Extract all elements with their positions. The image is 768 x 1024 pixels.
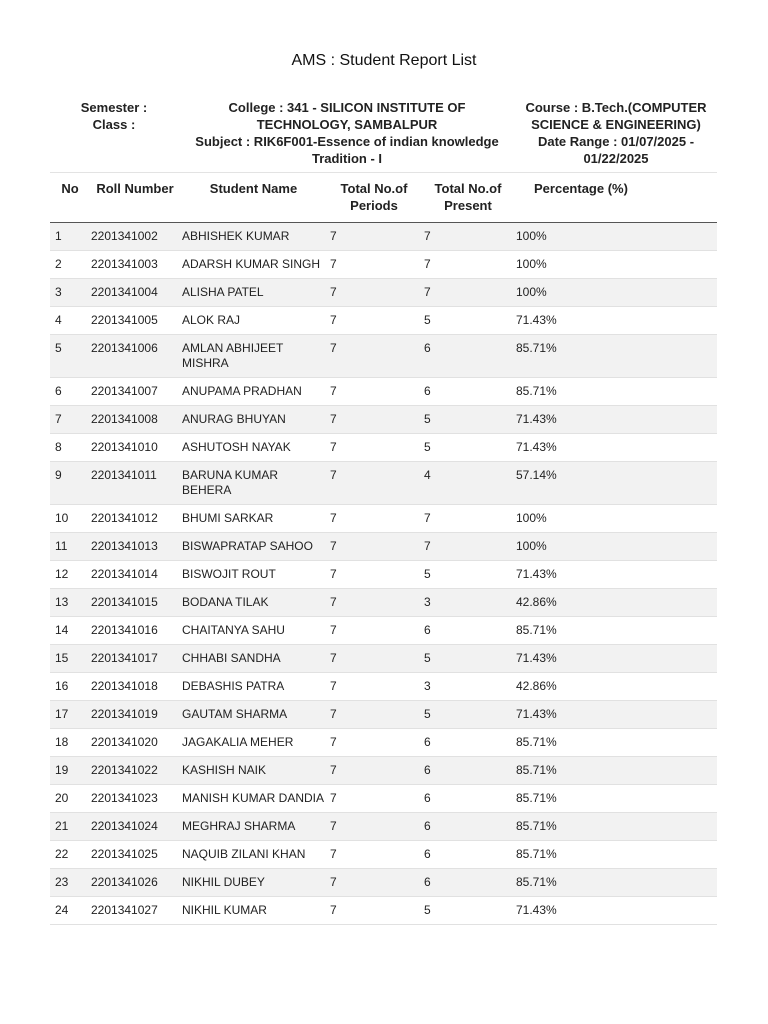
cell-student-name: MANISH KUMAR DANDIA [180,785,327,813]
table-row [50,757,717,785]
cell-percentage: 71.43% [515,897,717,925]
cell-percentage: 71.43% [515,561,717,589]
cell-student-name: GAUTAM SHARMA [180,701,327,729]
cell-percentage: 85.71% [515,335,717,378]
table-row [50,307,717,335]
cell-total-present: 6 [421,729,515,757]
table-row [50,869,717,897]
header-percentage [515,173,717,223]
cell-no: 17 [50,701,90,729]
semester-class-block [60,99,168,133]
cell-percentage: 85.71% [515,785,717,813]
cell-student-name: JAGAKALIA MEHER [180,729,327,757]
cell-no: 2 [50,251,90,279]
table-row [50,617,717,645]
college-subject-block [188,99,506,167]
cell-no: 9 [50,462,90,505]
cell-student-name: BISWAPRATAP SAHOO [180,533,327,561]
subject-line-2: Tradition - I [311,151,383,166]
cell-total-present: 6 [421,335,515,378]
cell-no: 11 [50,533,90,561]
cell-roll-number: 2201341013 [90,533,180,561]
cell-no: 22 [50,841,90,869]
cell-total-periods: 7 [327,335,421,378]
table-row [50,505,717,533]
page-title: AMS : Student Report List [291,52,477,69]
cell-percentage: 85.71% [515,617,717,645]
cell-percentage: 57.14% [515,462,717,505]
header-total-present-line-1: Total No.of [434,181,502,196]
cell-roll-number: 2201341012 [90,505,180,533]
cell-percentage: 85.71% [515,757,717,785]
cell-total-present: 5 [421,406,515,434]
cell-student-name: CHAITANYA SAHU [180,617,327,645]
cell-total-present: 6 [421,869,515,897]
table-row [50,561,717,589]
cell-total-present: 5 [421,307,515,335]
table-row [50,589,717,617]
table-row [50,335,717,378]
college-line-2: TECHNOLOGY, SAMBALPUR [256,117,438,132]
cell-roll-number: 2201341006 [90,335,180,378]
cell-total-periods: 7 [327,561,421,589]
cell-total-present: 5 [421,434,515,462]
header-row [50,173,717,223]
table-row [50,673,717,701]
cell-student-name: NIKHIL DUBEY [180,869,327,897]
cell-total-periods: 7 [327,841,421,869]
cell-total-periods: 7 [327,279,421,307]
header-total-present-line-2: Present [444,198,492,213]
cell-total-present: 7 [421,223,515,251]
cell-no: 5 [50,335,90,378]
cell-no: 16 [50,673,90,701]
cell-no: 7 [50,406,90,434]
cell-percentage: 85.71% [515,378,717,406]
header-roll-number-label: Roll Number [96,181,174,196]
cell-student-name: ABHISHEK KUMAR [180,223,327,251]
cell-total-periods: 7 [327,378,421,406]
cell-student-name: BARUNA KUMAR BEHERA [180,462,327,505]
cell-total-present: 7 [421,251,515,279]
cell-no: 10 [50,505,90,533]
cell-total-present: 5 [421,561,515,589]
cell-student-name: ASHUTOSH NAYAK [180,434,327,462]
cell-total-periods: 7 [327,673,421,701]
cell-student-name: ADARSH KUMAR SINGH [180,251,327,279]
course-date-block [516,99,716,167]
cell-total-present: 6 [421,813,515,841]
cell-roll-number: 2201341022 [90,757,180,785]
cell-student-name: ALOK RAJ [180,307,327,335]
table-row [50,841,717,869]
table-row [50,279,717,307]
table-row [50,406,717,434]
table-body [50,223,717,925]
college-line-1: College : 341 - SILICON INSTITUTE OF [228,100,466,115]
course-line-1: Course : B.Tech.(COMPUTER [525,100,707,115]
cell-total-periods: 7 [327,869,421,897]
cell-total-present: 4 [421,462,515,505]
table-row [50,223,717,251]
cell-total-present: 6 [421,617,515,645]
cell-total-periods: 7 [327,434,421,462]
cell-student-name: NAQUIB ZILANI KHAN [180,841,327,869]
cell-roll-number: 2201341023 [90,785,180,813]
cell-roll-number: 2201341015 [90,589,180,617]
cell-total-present: 7 [421,533,515,561]
header-no [50,173,90,223]
cell-total-periods: 7 [327,533,421,561]
cell-roll-number: 2201341002 [90,223,180,251]
cell-no: 12 [50,561,90,589]
cell-total-present: 6 [421,757,515,785]
cell-no: 21 [50,813,90,841]
cell-no: 6 [50,378,90,406]
cell-percentage: 100% [515,505,717,533]
cell-student-name: ALISHA PATEL [180,279,327,307]
cell-student-name: DEBASHIS PATRA [180,673,327,701]
cell-no: 14 [50,617,90,645]
cell-percentage: 100% [515,279,717,307]
cell-no: 3 [50,279,90,307]
cell-roll-number: 2201341017 [90,645,180,673]
cell-student-name: BHUMI SARKAR [180,505,327,533]
cell-percentage: 85.71% [515,841,717,869]
header-student-name [180,173,327,223]
header-total-periods-line-1: Total No.of [340,181,408,196]
cell-roll-number: 2201341020 [90,729,180,757]
cell-roll-number: 2201341011 [90,462,180,505]
date-range-line-1: Date Range : 01/07/2025 - [537,134,695,149]
cell-roll-number: 2201341018 [90,673,180,701]
cell-percentage: 85.71% [515,729,717,757]
table-row [50,785,717,813]
cell-total-periods: 7 [327,897,421,925]
cell-roll-number: 2201341008 [90,406,180,434]
cell-total-periods: 7 [327,617,421,645]
cell-student-name: BISWOJIT ROUT [180,561,327,589]
cell-percentage: 71.43% [515,701,717,729]
cell-no: 20 [50,785,90,813]
cell-total-periods: 7 [327,785,421,813]
cell-total-periods: 7 [327,462,421,505]
table-header [50,173,717,223]
header-student-name-label: Student Name [209,181,298,196]
cell-student-name: ANUPAMA PRADHAN [180,378,327,406]
cell-total-present: 6 [421,841,515,869]
cell-total-periods: 7 [327,701,421,729]
cell-student-name: KASHISH NAIK [180,757,327,785]
table-row [50,813,717,841]
cell-total-periods: 7 [327,251,421,279]
cell-total-periods: 7 [327,223,421,251]
cell-total-present: 6 [421,785,515,813]
header-total-periods [327,173,421,223]
header-total-periods-line-2: Periods [350,198,398,213]
cell-student-name: NIKHIL KUMAR [180,897,327,925]
table-row [50,251,717,279]
header-total-present [421,173,515,223]
cell-total-periods: 7 [327,505,421,533]
cell-total-present: 7 [421,505,515,533]
cell-no: 1 [50,223,90,251]
cell-roll-number: 2201341025 [90,841,180,869]
cell-total-periods: 7 [327,757,421,785]
cell-total-present: 7 [421,279,515,307]
cell-roll-number: 2201341014 [90,561,180,589]
cell-total-periods: 7 [327,406,421,434]
table-row [50,645,717,673]
cell-total-present: 5 [421,645,515,673]
cell-student-name: CHHABI SANDHA [180,645,327,673]
cell-no: 18 [50,729,90,757]
class-label: Class : [92,117,136,132]
subject-line-1: Subject : RIK6F001-Essence of indian knowledge [195,134,499,149]
table-row [50,434,717,462]
cell-total-present: 3 [421,673,515,701]
cell-percentage: 71.43% [515,645,717,673]
cell-no: 13 [50,589,90,617]
semester-label: Semester : [80,100,148,115]
cell-total-present: 3 [421,589,515,617]
cell-total-present: 5 [421,897,515,925]
cell-percentage: 71.43% [515,307,717,335]
cell-total-periods: 7 [327,813,421,841]
header-no-label: No [61,181,79,196]
cell-no: 15 [50,645,90,673]
cell-roll-number: 2201341026 [90,869,180,897]
cell-roll-number: 2201341007 [90,378,180,406]
cell-student-name: ANURAG BHUYAN [180,406,327,434]
header-percentage-label: Percentage (%) [534,181,628,196]
cell-roll-number: 2201341003 [90,251,180,279]
table-row [50,462,717,505]
course-line-2: SCIENCE & ENGINEERING) [531,117,701,132]
cell-roll-number: 2201341004 [90,279,180,307]
cell-student-name: AMLAN ABHIJEET MISHRA [180,335,327,378]
cell-percentage: 71.43% [515,434,717,462]
cell-roll-number: 2201341024 [90,813,180,841]
cell-roll-number: 2201341027 [90,897,180,925]
cell-total-periods: 7 [327,589,421,617]
cell-no: 23 [50,869,90,897]
cell-no: 24 [50,897,90,925]
cell-percentage: 42.86% [515,589,717,617]
cell-total-present: 5 [421,701,515,729]
cell-total-periods: 7 [327,307,421,335]
table-row [50,897,717,925]
header-roll-number [90,173,180,223]
cell-percentage: 100% [515,251,717,279]
cell-student-name: MEGHRAJ SHARMA [180,813,327,841]
cell-roll-number: 2201341019 [90,701,180,729]
cell-student-name: BODANA TILAK [180,589,327,617]
cell-total-periods: 7 [327,729,421,757]
student-report-table [50,172,717,925]
table-row [50,701,717,729]
cell-percentage: 100% [515,223,717,251]
table-row [50,729,717,757]
cell-percentage: 100% [515,533,717,561]
cell-percentage: 85.71% [515,869,717,897]
cell-roll-number: 2201341016 [90,617,180,645]
table-row [50,533,717,561]
cell-total-periods: 7 [327,645,421,673]
cell-roll-number: 2201341010 [90,434,180,462]
cell-roll-number: 2201341005 [90,307,180,335]
cell-no: 4 [50,307,90,335]
table-row [50,378,717,406]
cell-percentage: 71.43% [515,406,717,434]
cell-percentage: 85.71% [515,813,717,841]
cell-no: 8 [50,434,90,462]
date-range-line-2: 01/22/2025 [583,151,649,166]
cell-total-present: 6 [421,378,515,406]
cell-percentage: 42.86% [515,673,717,701]
cell-no: 19 [50,757,90,785]
